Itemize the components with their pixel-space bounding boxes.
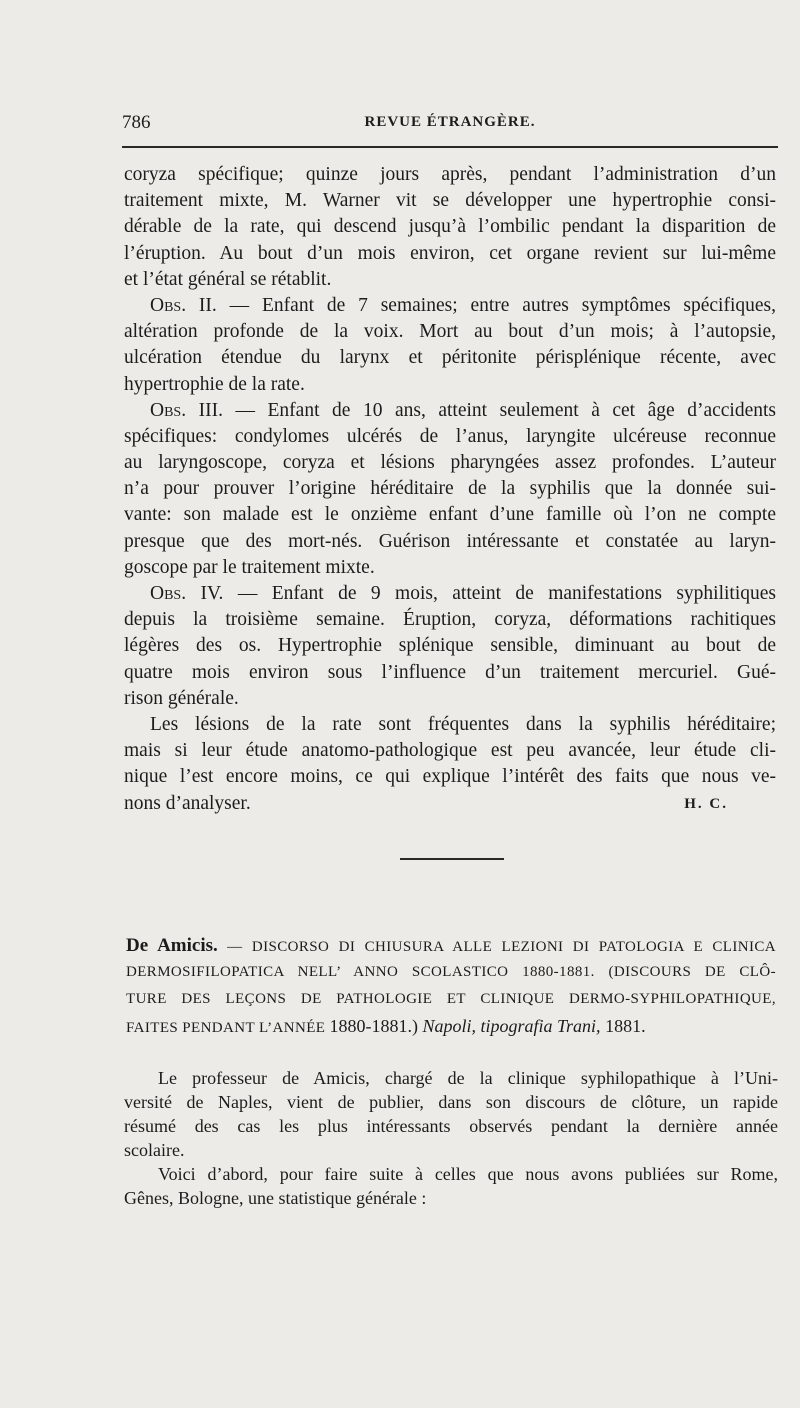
publisher: Napoli, tipografia Trani, (422, 1016, 601, 1036)
observation-3-first-line (124, 398, 776, 424)
observation-label: Obs. IV. (150, 583, 224, 604)
text-line: hypertrophie de la rate. (124, 373, 305, 395)
text-line: mais si leur étude anatomo-pathologique est peu avancée, leur étude cli- (124, 740, 776, 762)
header-rule (122, 146, 778, 148)
text-line: Le professeur de Amicis, chargé de la clinique syphilopathique à l’Uni- (158, 1068, 778, 1088)
text-line: spécifiques: condylomes ulcérés de l’anus, laryngite ulcéreuse reconnue (124, 425, 776, 447)
text-line: presque que des mort-nés. Guérison intéressante et constatée au laryn- (124, 530, 776, 552)
observation-2-first-line (124, 293, 776, 319)
review-body (124, 1066, 778, 1210)
text-line: l’éruption. Au bout d’un mois environ, cet organe revient sur lui-même (124, 242, 776, 264)
text-span: — Enfant de 9 mois, atteint de manifestations syphilitiques (223, 583, 776, 604)
text-span: 1881. (600, 1016, 646, 1036)
text-line: coryza spécifique; quinze jours après, pendant l’administration d’un (124, 164, 776, 185)
text-line: rison générale. (124, 687, 239, 709)
reference-line: DERMOSIFILOPATICA NELL’ ANNO SCOLASTICO 1880-1881. (DISCOURS DE CLÔ- (126, 964, 776, 980)
running-title: REVUE ÉTRANGÈRE. (364, 114, 536, 130)
text-line: et l’état général se rétablit. (124, 268, 332, 290)
article-body (124, 162, 776, 817)
text-line: traitement mixte, M. Warner vit se développer une hypertrophie consi- (124, 190, 776, 212)
text-line: vante: son malade est le onzième enfant d’une famille où l’on ne compte (124, 504, 776, 526)
reference-line: TURE DES LEÇONS DE PATHOLOGIE ET CLINIQUE DERMO-SYPHILOPATHIQUE, (126, 991, 776, 1007)
closing-line (124, 791, 776, 817)
observation-label: Obs. II. (150, 294, 217, 316)
text-line: Gênes, Bologne, une statistique générale : (124, 1188, 427, 1208)
text-line: ulcération étendue du larynx et péritonite périsplénique récente, avec (124, 347, 776, 369)
section-divider (400, 858, 504, 860)
text-line: dérable de la rate, qui descend jusqu’à l’ombilic pendant la disparition de (124, 216, 776, 238)
text-line: scolaire. (124, 1140, 185, 1160)
reference-author: De Amicis. (126, 935, 218, 956)
text-line: altération profonde de la voix. Mort au bout d’un mois; à l’autopsie, (124, 321, 776, 343)
text-line: quatre mois environ sous l’influence d’un traitement mercuriel. Gué- (124, 661, 776, 683)
text-line: résumé des cas les plus intéressants observés pendant la dernière année (124, 1116, 778, 1136)
text-line: depuis la troisième semaine. Éruption, coryza, déformations rachitiques (124, 609, 776, 631)
text-line: versité de Naples, vient de publier, dans son discours de clôture, un rapide (124, 1092, 778, 1112)
observation-4-first-line (124, 581, 776, 607)
text-span: nons d’analyser. (124, 792, 251, 814)
text-line: nique l’est encore moins, ce qui explique l’intérêt des faits que nous ve- (124, 766, 776, 788)
text-line: Voici d’abord, pour faire suite à celles que nous avons publiées sur Rome, (158, 1164, 778, 1184)
page-header (122, 112, 778, 136)
text-line: Les lésions de la rate sont fréquentes dans la syphilis héréditaire; (150, 713, 776, 735)
text-span: — Enfant de 10 ans, atteint seulement à cet âge d’accidents (222, 399, 776, 421)
text-span: — Enfant de 7 semaines; entre autres symptômes spécifiques, (216, 294, 776, 316)
reference-line (126, 1013, 776, 1040)
text-span: — DISCORSO DI CHIUSURA ALLE LEZIONI DI PATOLOGIA E CLINICA (217, 939, 777, 955)
page-number: 786 (122, 112, 151, 133)
text-span: 1880-1881.) (329, 1016, 423, 1036)
text-line: légères des os. Hypertrophie splénique sensible, diminuant au bout de (124, 635, 776, 657)
text-span: FAITES PENDANT L’ANNÉE (126, 1020, 330, 1036)
text-line: au laryngoscope, coryza et lésions pharyngées assez profondes. L’auteur (124, 452, 776, 474)
bibliographic-reference (126, 932, 776, 1040)
author-signature: H. C. (684, 795, 728, 812)
text-line: goscope par le traitement mixte. (124, 556, 375, 578)
observation-label: Obs. III. (150, 399, 223, 421)
text-line: n’a pour prouver l’origine héréditaire de la syphilis que la donnée sui- (124, 478, 776, 500)
reference-line (126, 932, 776, 959)
